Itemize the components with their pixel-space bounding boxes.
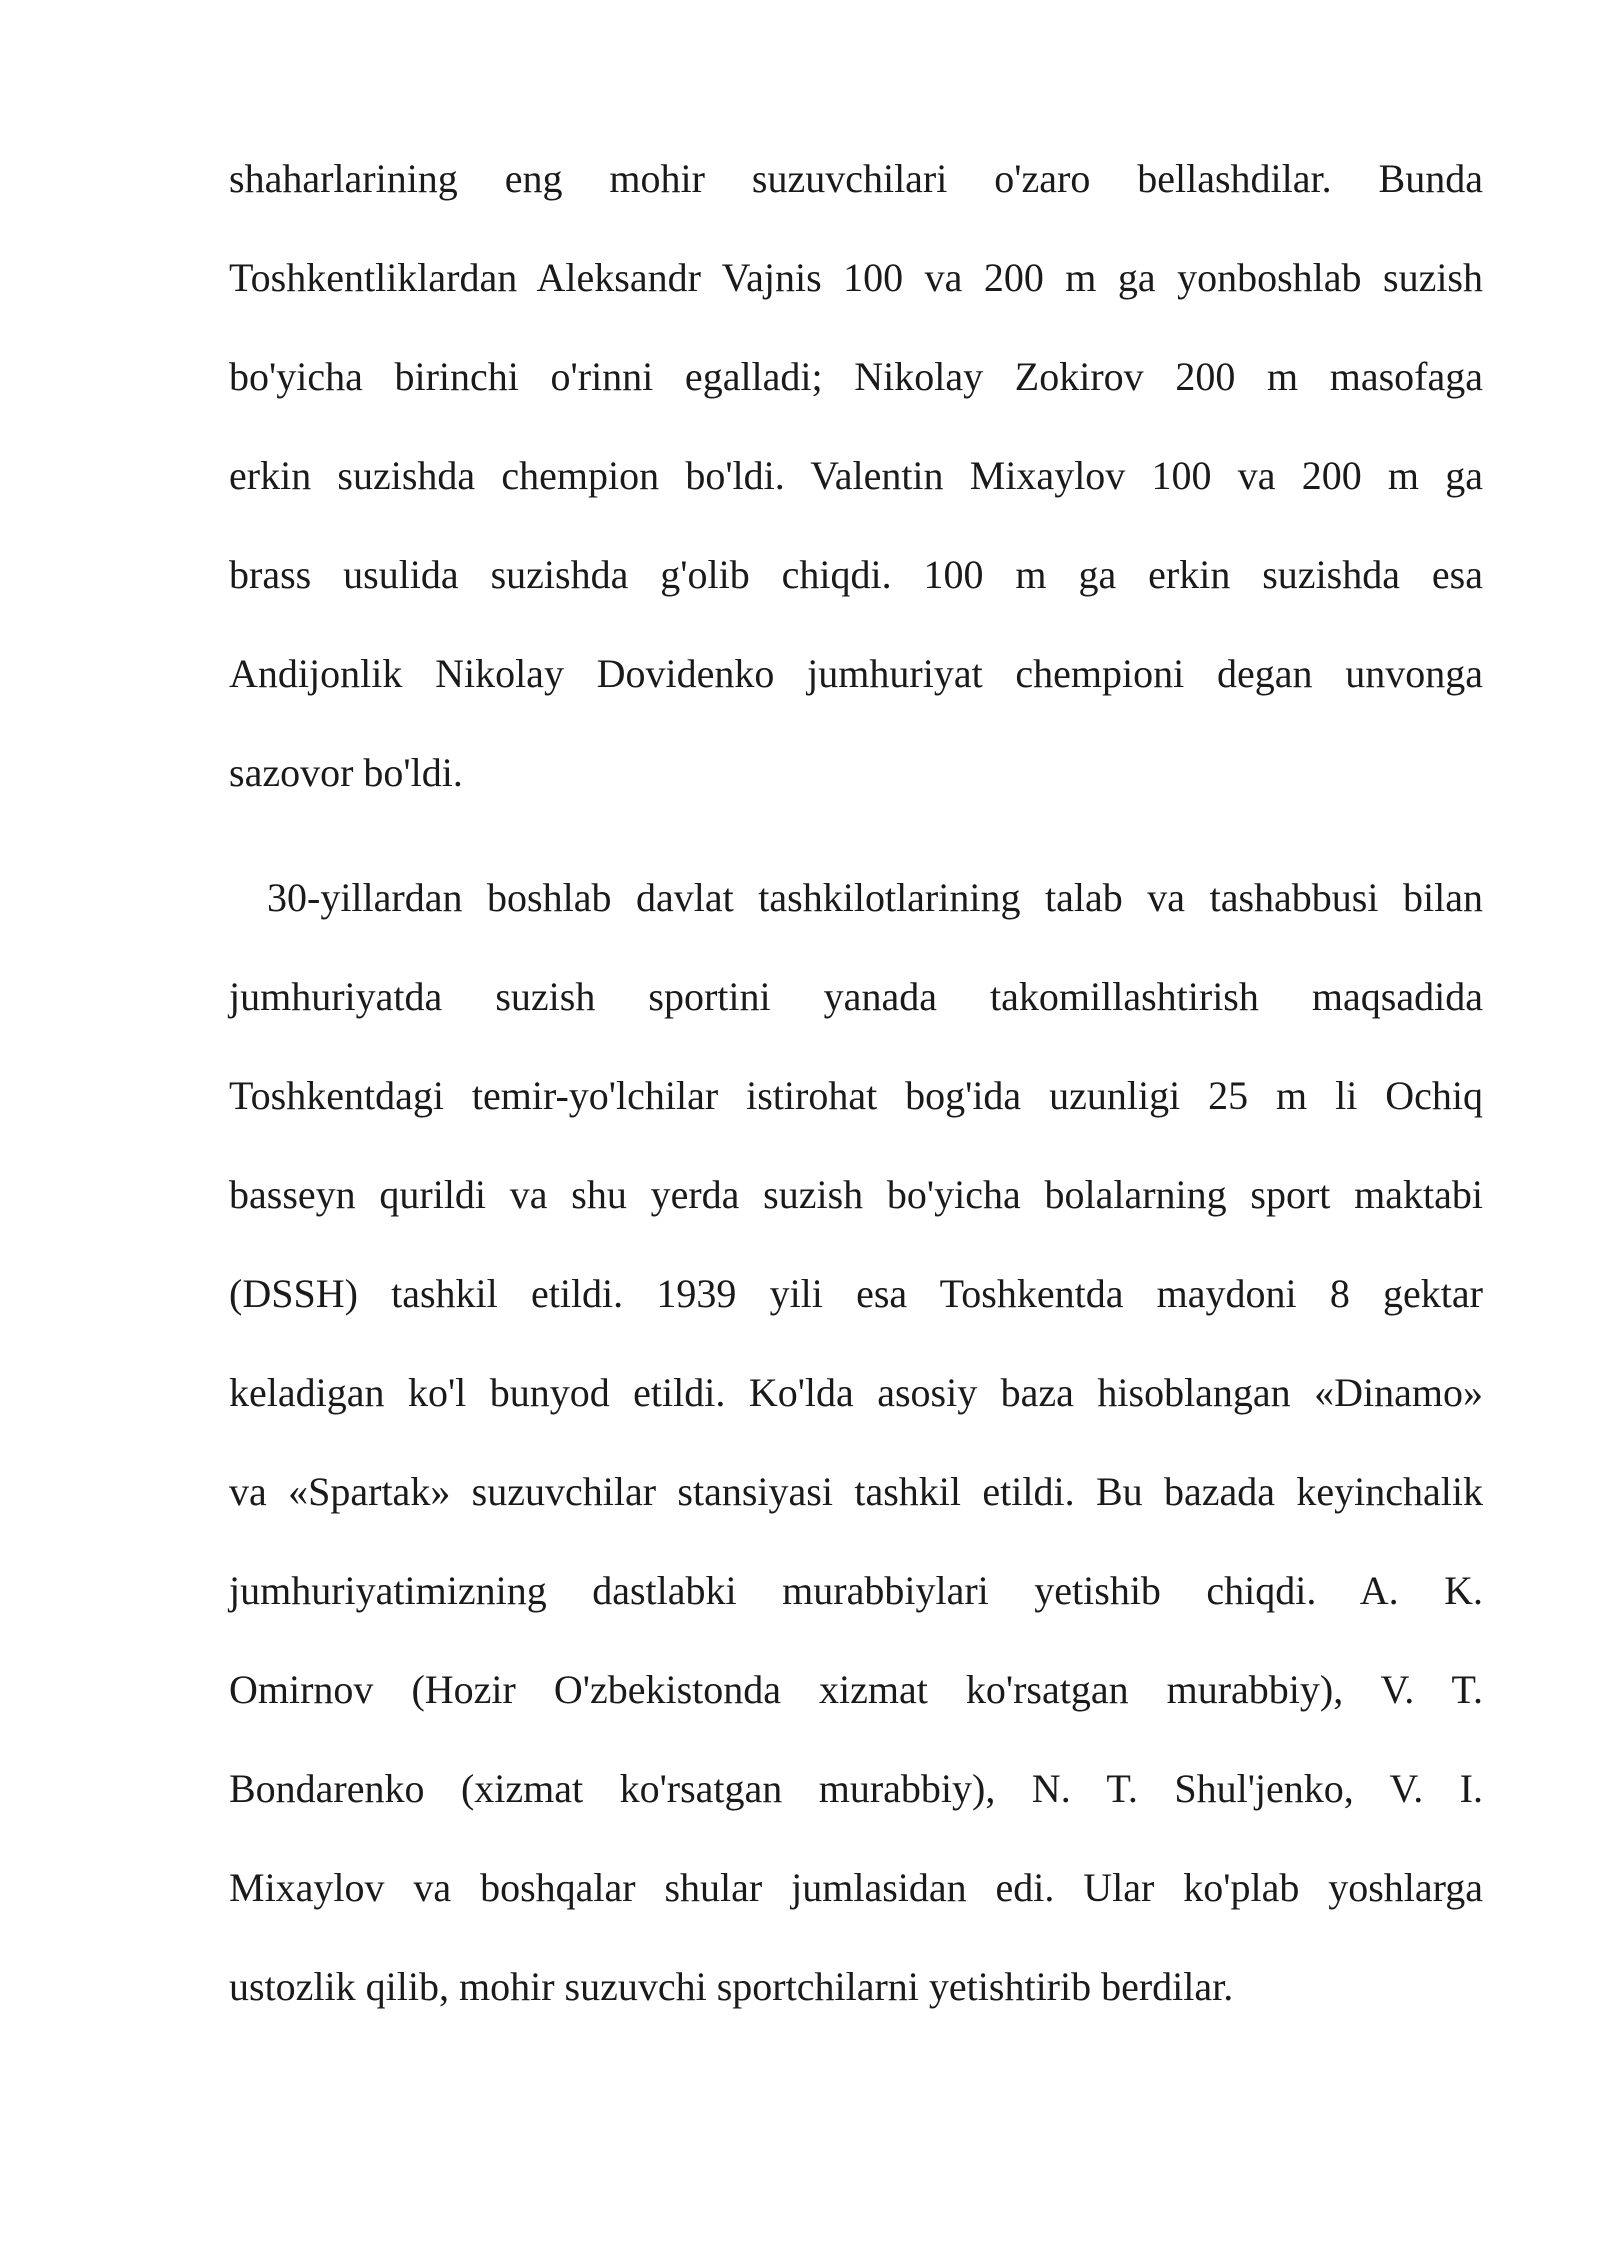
text-line: Toshkentdagi temir-yo'lchilar istirohat bog'ida uzunligi 25 m li Ochiq [229,1073,1483,1118]
text-line: erkin suzishda chempion bo'ldi. Valentin Mixaylov 100 va 200 m ga [229,453,1483,498]
text-line: (DSSH) tashkil etildi. 1939 yili esa Toshkentda maydoni 8 gektar [229,1271,1483,1316]
text-line: brass usulida suzishda g'olib chiqdi. 100 m ga erkin suzishda esa [229,552,1483,597]
text-line: jumhuriyatda suzish sportini yanada takomillashtirish maqsadida [229,974,1483,1019]
paragraph-1 [229,129,1483,822]
text-line: 30-yillardan boshlab davlat tashkilotlarining talab va tashabbusi bilan [267,875,1483,920]
text-line: ustozlik qilib, mohir suzuvchi sportchilarni yetishtirib berdilar. [229,1964,1234,2009]
text-line: sazovor bo'ldi. [229,750,463,795]
text-line: Toshkentliklardan Aleksandr Vajnis 100 va 200 m ga yonboshlab suzish [229,255,1483,300]
text-line: Andijonlik Nikolay Dovidenko jumhuriyat chempioni degan unvonga [229,651,1483,696]
text-line: shaharlarining eng mohir suzuvchilari o'zaro bellashdilar. Bunda [229,156,1483,201]
text-line: jumhuriyatimizning dastlabki murabbiylari yetishib chiqdi. A. K. [229,1568,1483,1613]
text-line: Bondarenko (xizmat ko'rsatgan murabbiy), N. T. Shul'jenko, V. I. [229,1766,1483,1811]
text-line: keladigan ko'l bunyod etildi. Ko'lda asosiy baza hisoblangan «Dinamo» [229,1370,1483,1415]
text-line: va «Spartak» suzuvchilar stansiyasi tashkil etildi. Bu bazada keyinchalik [229,1469,1483,1514]
text-line: basseyn qurildi va shu yerda suzish bo'yicha bolalarning sport maktabi [229,1172,1483,1217]
text-line: Omirnov (Hozir O'zbekistonda xizmat ko'rsatgan murabbiy), V. T. [229,1667,1483,1712]
text-line: bo'yicha birinchi o'rinni egalladi; Nikolay Zokirov 200 m masofaga [229,354,1483,399]
paragraph-2 [229,848,1483,2036]
text-line: Mixaylov va boshqalar shular jumlasidan edi. Ular ko'plab yoshlarga [229,1865,1483,1910]
